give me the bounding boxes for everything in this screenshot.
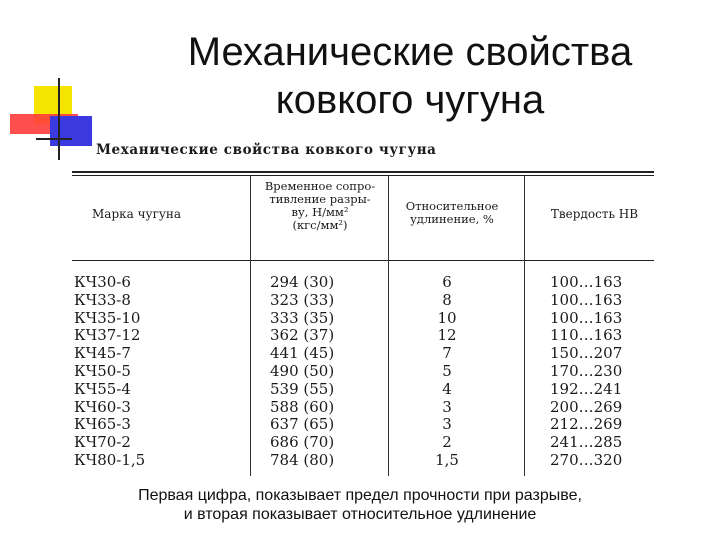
header-hardness: Твердость НВ xyxy=(550,207,639,221)
hardness-cell: 241…285 xyxy=(550,433,623,452)
footnote-line-2: и вторая показывает относительное удлинение xyxy=(183,506,537,523)
hardness-cell: 100…163 xyxy=(550,308,623,327)
strength-cell: 588 (60) xyxy=(270,397,335,416)
elongation-cell: 6 xyxy=(442,273,452,291)
header-elongation xyxy=(392,200,512,226)
table-body xyxy=(72,274,662,470)
elongation-cell: 3 xyxy=(442,397,452,416)
table-row xyxy=(72,274,662,292)
strength-cell: 441 (45) xyxy=(270,344,335,363)
table-row xyxy=(72,345,662,363)
hardness-cell: 100…163 xyxy=(550,290,623,309)
table-top-rule xyxy=(72,171,654,173)
header-bottom-rule xyxy=(72,260,654,261)
elongation-cell: 4 xyxy=(442,379,452,398)
hardness-cell: 100…163 xyxy=(550,273,623,291)
strength-cell: 539 (55) xyxy=(270,379,335,398)
grade-cell: КЧ45-7 xyxy=(74,344,131,363)
table-row xyxy=(72,363,662,381)
decor-horizontal-line xyxy=(36,138,72,140)
elongation-cell: 10 xyxy=(437,308,457,327)
strength-cell: 637 (65) xyxy=(270,415,335,434)
hardness-cell: 192…241 xyxy=(550,379,623,398)
table-row xyxy=(72,434,662,452)
properties-table-scan xyxy=(72,138,662,478)
table-row xyxy=(72,310,662,328)
header-strength xyxy=(255,180,385,232)
slide-title xyxy=(130,28,690,124)
table-row xyxy=(72,416,662,434)
grade-cell: КЧ65-3 xyxy=(74,415,131,434)
grade-cell: КЧ80-1,5 xyxy=(74,450,146,469)
table-row xyxy=(72,327,662,345)
slide-title-line-1: Механические свойства xyxy=(187,30,633,74)
grade-cell: КЧ70-2 xyxy=(74,433,131,452)
decor-vertical-line xyxy=(58,78,60,160)
elongation-cell: 3 xyxy=(442,415,452,434)
strength-cell: 362 (37) xyxy=(270,326,335,345)
hardness-cell: 200…269 xyxy=(550,397,623,416)
elongation-cell: 7 xyxy=(442,344,452,363)
header-strength-line: (кгс/мм²) xyxy=(292,218,348,232)
slide-title-line-2: ковкого чугуна xyxy=(275,78,545,122)
header-grade: Марка чугуна xyxy=(92,207,182,221)
elongation-cell: 12 xyxy=(437,326,457,345)
table-row xyxy=(72,292,662,310)
header-strength-line: Временное сопро- xyxy=(264,179,376,193)
footnote xyxy=(0,486,720,524)
table-row xyxy=(72,452,662,470)
elongation-cell: 5 xyxy=(442,361,452,380)
strength-cell: 686 (70) xyxy=(270,433,335,452)
hardness-cell: 110…163 xyxy=(550,326,623,345)
header-elongation-line: удлинение, % xyxy=(410,212,494,226)
elongation-cell: 2 xyxy=(442,433,452,452)
footnote-line-1: Первая цифра, показывает предел прочности при разрыве, xyxy=(138,487,582,504)
elongation-cell: 1,5 xyxy=(435,450,459,469)
hardness-cell: 170…230 xyxy=(550,361,623,380)
grade-cell: КЧ37-12 xyxy=(74,326,141,345)
header-elongation-line: Относительное xyxy=(405,199,499,213)
strength-cell: 323 (33) xyxy=(270,290,335,309)
table-caption: Механические свойства ковкого чугуна xyxy=(96,142,437,158)
strength-cell: 784 (80) xyxy=(270,450,335,469)
table-row xyxy=(72,399,662,417)
strength-cell: 333 (35) xyxy=(270,308,335,327)
header-strength-line: тивление разры- xyxy=(269,192,371,206)
table-row xyxy=(72,381,662,399)
header-strength-line: ву, Н/мм² xyxy=(291,205,349,219)
grade-cell: КЧ30-6 xyxy=(74,273,131,291)
hardness-cell: 150…207 xyxy=(550,344,623,363)
grade-cell: КЧ60-3 xyxy=(74,397,131,416)
grade-cell: КЧ35-10 xyxy=(74,308,141,327)
elongation-cell: 8 xyxy=(442,290,452,309)
hardness-cell: 212…269 xyxy=(550,415,623,434)
table-top-rule-thin xyxy=(72,175,654,176)
grade-cell: КЧ50-5 xyxy=(74,361,131,380)
grade-cell: КЧ55-4 xyxy=(74,379,131,398)
strength-cell: 294 (30) xyxy=(270,273,335,291)
grade-cell: КЧ33-8 xyxy=(74,290,131,309)
hardness-cell: 270…320 xyxy=(550,450,623,469)
strength-cell: 490 (50) xyxy=(270,361,335,380)
